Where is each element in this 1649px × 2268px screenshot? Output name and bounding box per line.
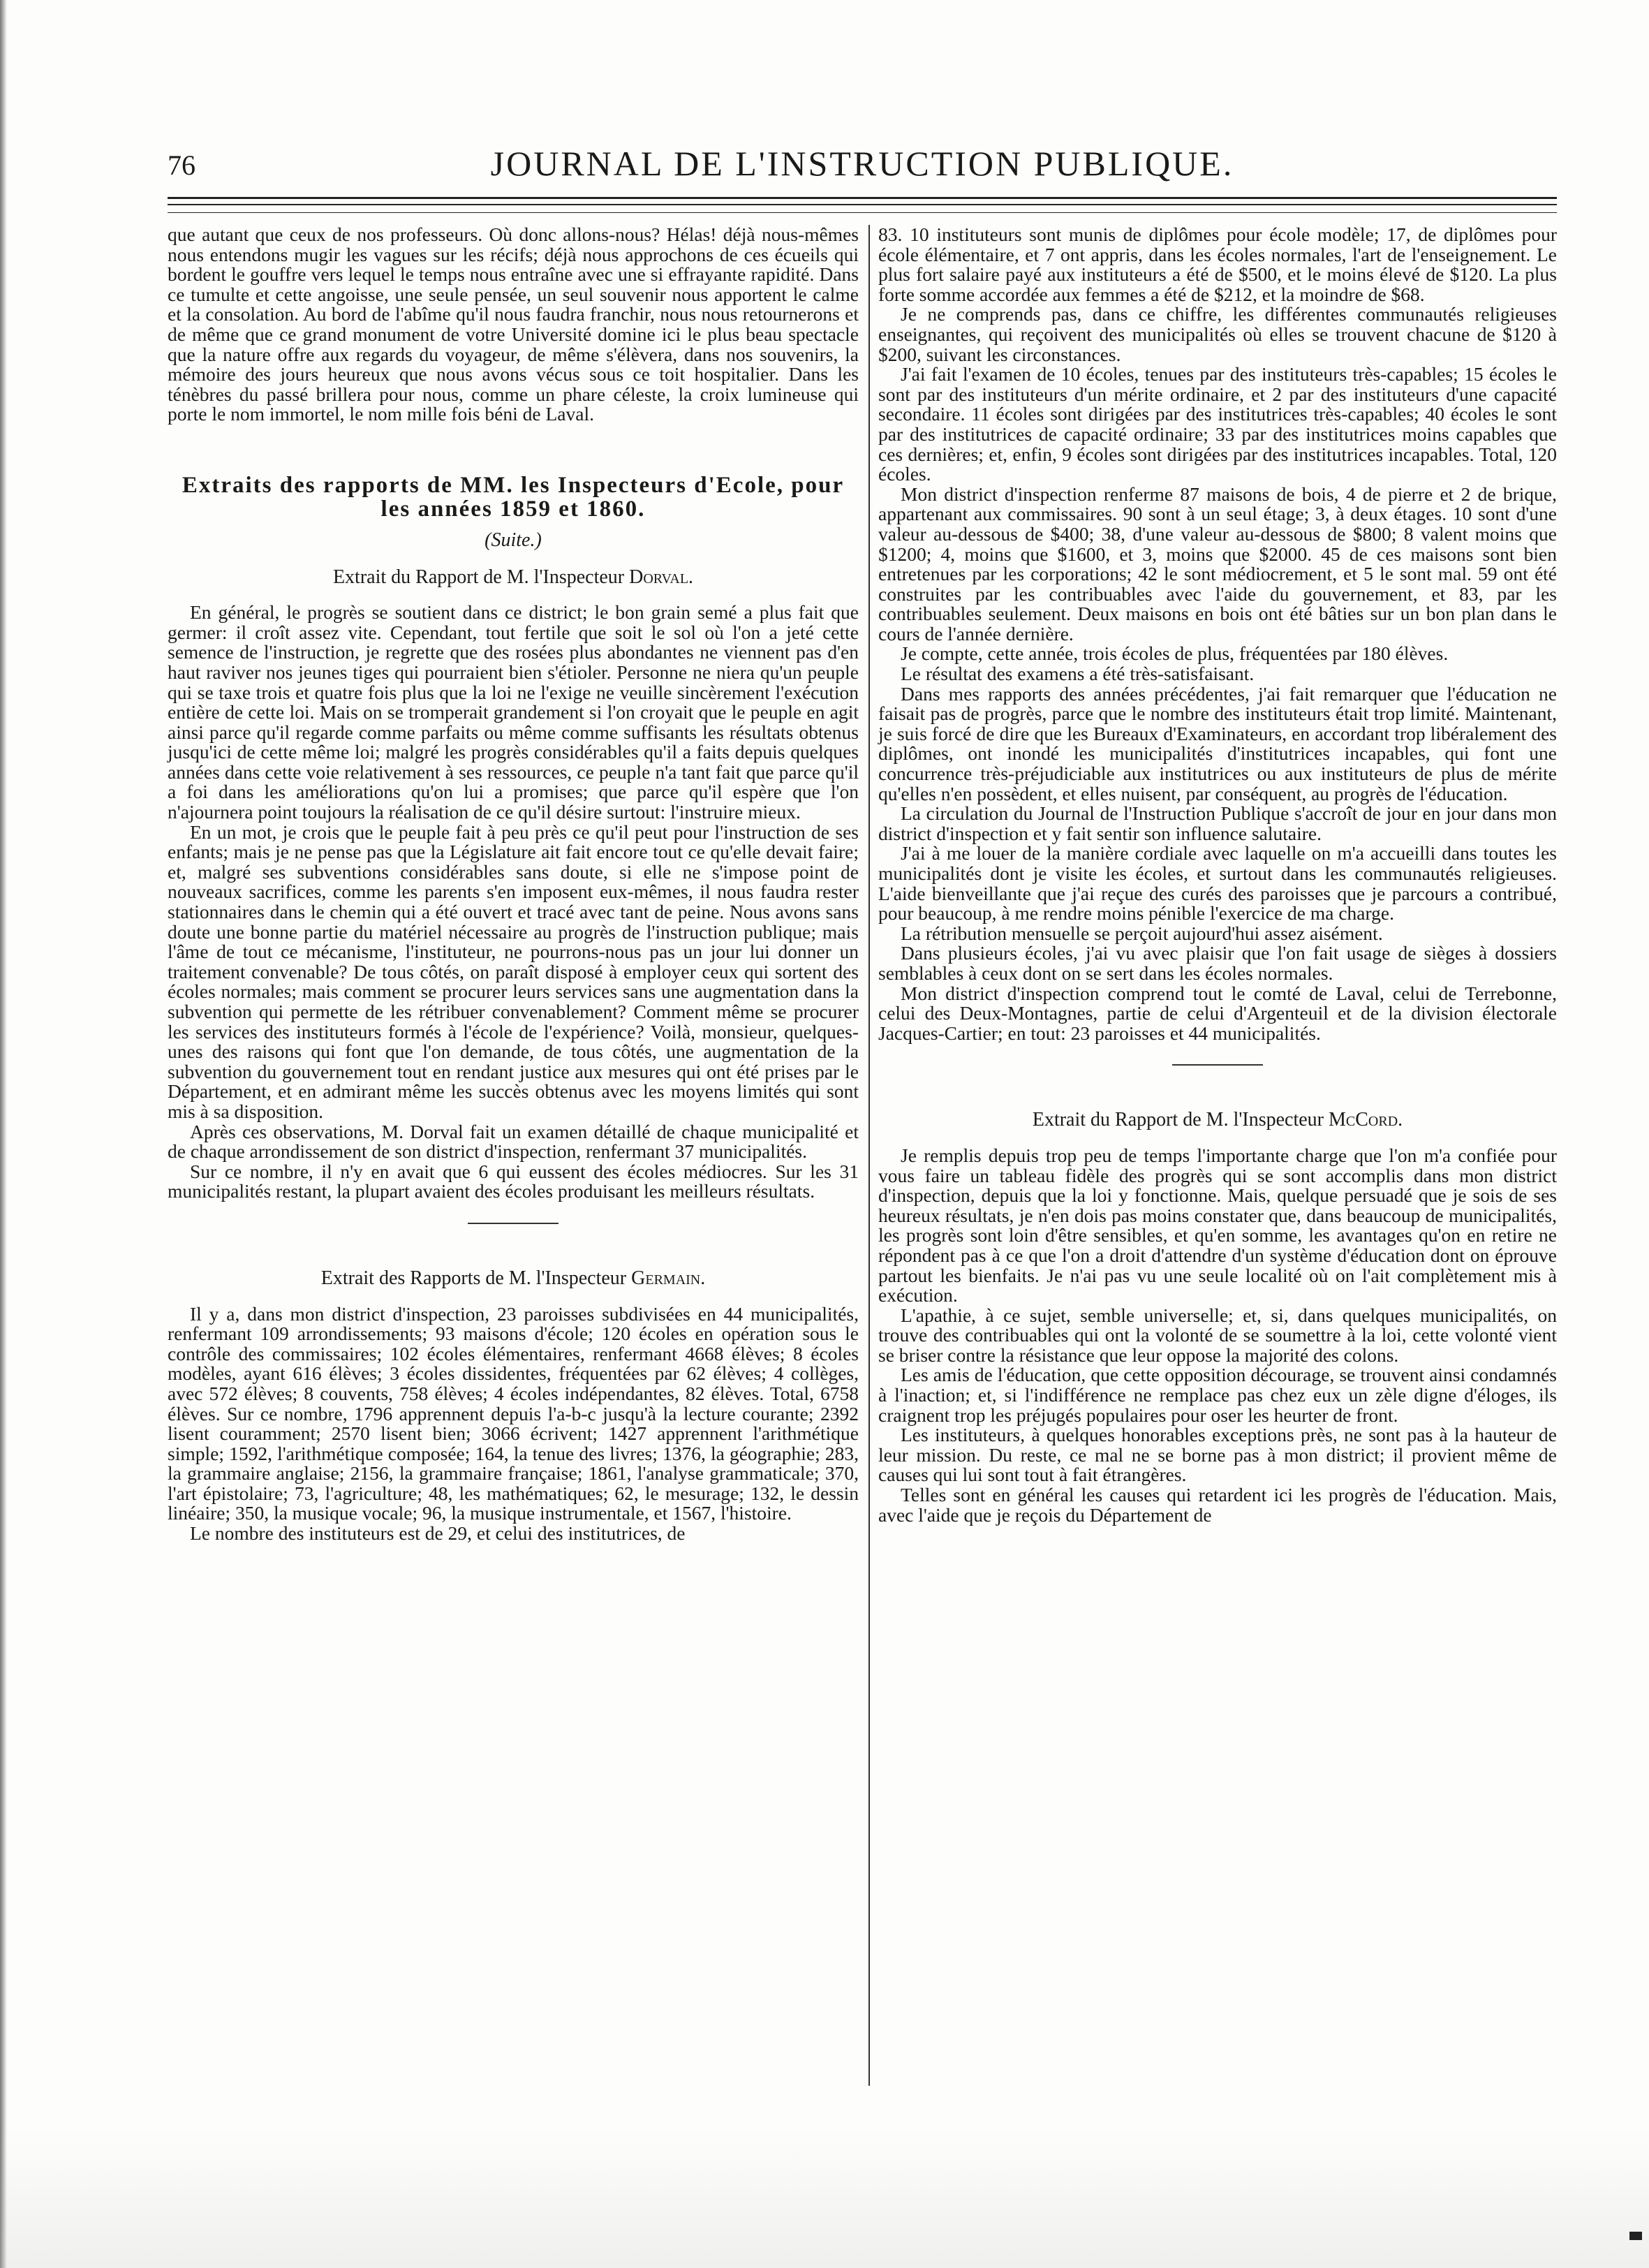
- paper-bottom-shade: [0, 2128, 1649, 2268]
- mccord-paragraph-3: Les amis de l'éducation, que cette opposition décourage, se trouvent ainsi condamnés à l'inaction; et, si l'indifférence ne remplace pas chez eux un zèle digne d'éloges, ils craignent trop les préjugés populaires pour oser les heurter de front.: [878, 1364, 1557, 1426]
- column-divider: [868, 225, 870, 2086]
- germain-paragraph-1: Il y a, dans mon district d'inspection, 23 paroisses subdivisées en 44 municipalités, renfermant 109 arrondissements; 93 maisons d'école; 120 écoles en opération sous le contrôle des commissaires; 102 écoles élémentaires, renfermant 4668 élèves; 8 écoles modèles, ayant 616 élèves; 3 écoles dissidentes, fréquentées par 62 élèves; 4 collèges, avec 572 élèves; 8 couvents, 758 élèves; 4 écoles indépendantes, 82 élèves. Total, 6758 élèves. Sur ce nombre, 1796 apprennent depuis l'a-b-c jusqu'à la lecture courante; 2392 lisent couramment; 2570 lisent bien; 3066 écrivent; 1427 apprennent l'arithmétique simple; 1592, l'arithmétique composée; 164, la tenue des livres; 1376, la géographie; 283, la grammaire anglaise; 2156, la grammaire française; 1861, l'analyse grammaticale; 370, l'art épistolaire; 73, l'agriculture; 48, les mathématiques; 62, le mesurage; 132, le dessin linéaire; 350, la musique vocale; 96, la musique instrumentale, et 1567, l'histoire.: [168, 1302, 859, 1524]
- left-column: [168, 225, 859, 1544]
- binding-shadow: [0, 0, 7, 2268]
- dorval-paragraph-3: Après ces observations, M. Dorval fait un examen détaillé de chaque municipalité et de chaque arrondissement de son district d'inspection, renfermant 37 municipalités.: [168, 1120, 859, 1163]
- scan-corner-mark: [1629, 2232, 1642, 2240]
- right-column: [878, 225, 1557, 1525]
- mccord-paragraph-1: Je remplis depuis trop peu de temps l'importante charge que l'on m'a confiée pour vous faire un tableau fidèle des progrès qui se sont accomplis dans mon district d'inspection, depuis que la loi y fonctionne. Mais, quelque persuadé que je sois de ses heureux résultats, je n'en dois pas moins constater que, dans beaucoup de municipalités, les progrès sont loin d'être sensibles, et qu'en somme, les avantages qu'on en retire ne répondent pas à ce que l'on a droit d'attendre d'un système d'éducation dont on éprouve partout les bienfaits. Je n'ai pas vu une seule localité où on l'ait complètement mis à exécution.: [878, 1144, 1557, 1306]
- header-rule-thin: [168, 212, 1557, 213]
- germain-paragraph-7: Le résultat des examens a été très-satisfaisant.: [901, 663, 1255, 685]
- dorval-heading: [168, 568, 859, 588]
- mccord-heading-prefix: Extrait du Rapport de M. l'Inspecteur: [1032, 1109, 1329, 1131]
- section-separator: [1172, 1064, 1263, 1066]
- dorval-paragraph-1: En général, le progrès se soutient dans ce district; le bon grain semé a plus fait que germer: il croît assez vite. Cependant, tout fertile que soit le sol où l'on a jeté cette semence de l'instruction, je regrette que des rosées plus abondantes ne viennent pas d'en haut raviver nos jeunes tiges qui pourraient bien s'étioler. Personne ne niera qu'un peuple qui se taxe trois et quatre fois plus que la loi ne l'exige ne veuille sincèrement l'exécution entière de cette loi. Mais on se tromperait grandement si l'on croyait que le peuple en agit ainsi parce qu'il regarde comme parfaits ou même comme suffisants les résultats obtenus jusqu'ici de cette même loi; malgré les progrès considérables qu'il a faits depuis quelques années dans cette voie relativement à ses ressources, ce peuple n'a tant fait que parce qu'il a foi dans les améliorations qu'on lui a promises; que parce qu'il espère que l'on n'ajournera point toujours la réalisation de ce qu'il désire surtout: l'instruire mieux.: [168, 601, 859, 823]
- germain-paragraph-12: Dans plusieurs écoles, j'ai vu avec plaisir que l'on fait usage de sièges à dossiers semblables à ceux dont on se sert dans les écoles normales.: [878, 942, 1557, 984]
- dorval-paragraph-2: En un mot, je crois que le peuple fait à peu près ce qu'il peut pour l'instruction de ses enfants; mais je ne pense pas que la Législature ait fait encore tout ce qu'elle devait faire; et, malgré ses subventions considérables sans doute, si elle ne s'impose point de nouveaux sacrifices, comme les parents s'en imposent eux-mêmes, il nous faudra rester stationnaires dans le chemin qui a été ouvert et tracé avec tant de peine. Nous avons sans doute une bonne partie du matériel nécessaire au progrès de l'instruction publique; mais l'âme de tout ce mécanisme, l'instituteur, ne pourrons-nous pas un jour lui donner un traitement convenable? De tous côtés, on paraît disposé à employer ceux qui sortent des écoles normales; mais comment se procurer leurs services sans une augmentation dans la subvention qui permette de les rétribuer convenablement? Comment même se procurer les services des instituteurs formés à l'école de l'expérience? Voilà, monsieur, quelques-unes des raisons qui font que l'on demande, de tous côtés, une augmentation de la subvention du gouvernement tout en rendant justice aux mesures qui ont été prises par le Département, et en admirant même les succès obtenus avec les moyens limités qui sont mis à sa disposition.: [168, 820, 859, 1122]
- germain-paragraph-8: Dans mes rapports des années précédentes, j'ai fait remarquer que l'éducation ne faisait pas de progrès, parce que le nombre des instituteurs était trop limité. Maintenant, je suis forcé de dire que les Bureaux d'Examinateurs, en accordant trop libéralement des diplômes, ont inondé les municipalités d'institutrices incapables, qui font une concurrence très-préjudiciable aux institutrices ou aux instituteurs de plus de mérite qu'elles n'en possèdent, et elles nuisent, par conséquent, au progrès de l'éducation.: [878, 682, 1557, 804]
- germain-heading: [168, 1269, 859, 1289]
- dorval-heading-prefix: Extrait du Rapport de M. l'Inspecteur: [332, 566, 630, 588]
- germain-paragraph-3: Je ne comprends pas, dans ce chiffre, les différentes communautés religieuses enseignantes, qui reçoivent des municipalités où elles se trouvent chacune de $120 à $200, suivant les circonstances.: [878, 303, 1557, 365]
- journal-title: JOURNAL DE L'INSTRUCTION PUBLIQUE.: [490, 144, 1234, 183]
- mccord-heading: [878, 1110, 1557, 1131]
- germain-paragraph-2-start: Le nombre des instituteurs est de 29, et celui des institutrices, de: [190, 1522, 686, 1545]
- germain-heading-prefix: Extrait des Rapports de M. l'Inspecteur: [320, 1267, 632, 1289]
- germain-paragraph-6: Je compte, cette année, trois écoles de plus, fréquentées par 180 élèves.: [901, 642, 1449, 665]
- page-number: 76: [168, 149, 195, 181]
- section-separator: [468, 1223, 559, 1224]
- germain-paragraph-2-cont: 83. 10 instituteurs sont munis de diplômes pour école modèle; 17, de diplômes pour école élémentaire, et 7 ont appris, dans les écoles normales, l'art de l'enseignement. Le plus fort salaire payé aux instituteurs a été de $500, et le moins élevé de $120. La plus forte somme accordée aux femmes a été de $212, et la moindre de $68.: [878, 223, 1557, 305]
- germain-paragraph-10: J'ai à me louer de la manière cordiale avec laquelle on m'a accueilli dans toutes les municipalités dont je visite les écoles, et surtout dans les communautés religieuses. L'aide bienveillante que j'ai reçue des curés des paroisses que je parcours a contribué, pour beaucoup, à me rendre moins pénible l'exercice de ma charge.: [878, 842, 1557, 925]
- header-rule-thick: [168, 197, 1557, 199]
- section-heading: Extraits des rapports de MM. les Inspecteurs d'Ecole, pour les années 1859 et 1860.: [182, 472, 845, 522]
- germain-heading-name: Germain.: [631, 1267, 706, 1289]
- running-head: [168, 143, 1557, 192]
- germain-paragraph-9: La circulation du Journal de l'Instruction Publique s'accroît de jour en jour dans mon district d'inspection et y fait sentir son influence salutaire.: [878, 802, 1557, 844]
- germain-paragraph-11: La rétribution mensuelle se perçoit aujourd'hui assez aisément.: [901, 922, 1383, 944]
- mccord-paragraph-4: Les instituteurs, à quelques honorables exceptions près, ne sont pas à la hauteur de leur mission. Du reste, ce mal ne se borne pas à mon district; il provient même de causes qui lui sont tout à fait étrangères.: [878, 1424, 1557, 1486]
- germain-paragraph-13: Mon district d'inspection comprend tout le comté de Laval, celui de Terrebonne, celui des Deux-Montagnes, partie de celui d'Argenteuil et de la division électorale Jacques-Cartier; en tout: 23 paroisses et 44 municipalités.: [878, 982, 1557, 1044]
- header-rule-medium: [168, 204, 1557, 205]
- opening-paragraph: que autant que ceux de nos professeurs. Où donc allons-nous? Hélas! déjà nous-mêmes nous entendons mugir les vagues sur les récifs; déjà nous approchons de ces écueils qui bordent le gouffre vers lequel le temps nous entraîne avec une si effrayante rapidité. Dans ce tumulte et cette angoisse, une seule pensée, un seul souvenir nous apportent le calme et la consolation. Au bord de l'abîme qu'il nous faudra franchir, nous nous retournerons et de même que ce grand monument de votre Université domine ici le plus beau spectacle que la nature offre aux regards du voyageur, de même s'élèvera, dans nos souvenirs, la mémoire des jours heureux que nous avons vécus sous ce toit hospitalier. Dans les ténèbres du passé brillera pour nous, comme un phare céleste, la croix lumineuse qui porte le nom immortel, le nom mille fois béni de Laval.: [168, 223, 859, 425]
- mccord-paragraph-5: Telles sont en général les causes qui retardent ici les progrès de l'éducation. Mais, avec l'aide que je reçois du Département de: [878, 1484, 1557, 1526]
- mccord-heading-name: McCord.: [1329, 1109, 1403, 1131]
- dorval-paragraph-4: Sur ce nombre, il n'y en avait que 6 qui eussent des écoles médiocres. Sur les 31 municipalités restant, la plupart avaient des écoles produisant les meilleurs résultats.: [168, 1160, 859, 1202]
- suite-label: (Suite.): [485, 529, 542, 551]
- germain-paragraph-4: J'ai fait l'examen de 10 écoles, tenues par des instituteurs très-capables; 15 écoles le sont par des instituteurs d'un mérite ordinaire, et 2 par des instituteurs d'une capacité secondaire. 11 écoles sont dirigées par des institutrices très-capables; 40 écoles le sont par des institutrices de capacité ordinaire; 33 par des institutrices moins capables que ces dernières; et, enfin, 9 écoles sont dirigées par des institutrices incapables. Total, 120 écoles.: [878, 363, 1557, 485]
- dorval-heading-name: Dorval.: [629, 566, 694, 588]
- germain-paragraph-5: Mon district d'inspection renferme 87 maisons de bois, 4 de pierre et 2 de brique, appartenant aux commissaires. 90 sont à un seul étage; 3, à deux étages. 10 sont d'une valeur au-dessous de $400; 38, d'une valeur au-dessous de $800; 8 valent moins que $1200; 4, moins que $1600, et 3, moins que $2000. 45 de ces maisons sont bien entretenues par les corporations; 42 le sont médiocrement, et 5 le sont mal. 59 ont été construites par les contribuables avec l'aide du gouvernement, et 83, par les contribuables seulement. Deux maisons en bois ont été bâties sur un bon plan dans le cours de l'année dernière.: [878, 483, 1557, 645]
- mccord-paragraph-2: L'apathie, à ce sujet, semble universelle; et, si, dans quelques municipalités, on trouve des contribuables qui ont la volonté de se soumettre à la loi, cette volonté vient se briser contre la résistance que leur oppose la majorité des colons.: [878, 1304, 1557, 1366]
